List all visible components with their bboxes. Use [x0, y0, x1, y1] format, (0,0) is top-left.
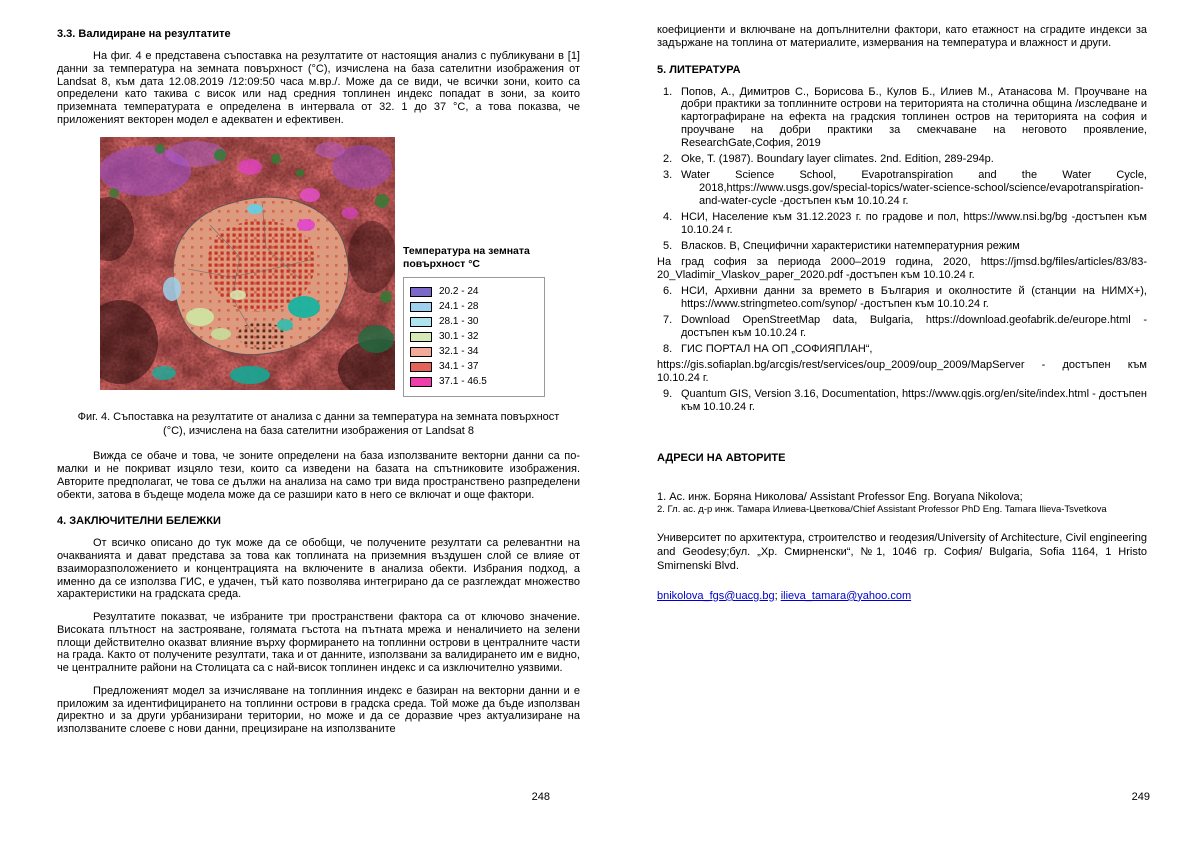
email-separator: ; — [774, 589, 781, 602]
figure-caption: Фиг. 4. Съпоставка на резултатите от анализа с данни за температура на земната повърхност (°С), изчислена на база сателитни изображения от Landsat 8 — [77, 410, 560, 438]
section-3-3-heading: 3.3. Валидиране на резултатите — [57, 28, 231, 40]
reference-number: 7. — [663, 314, 673, 326]
figure-4 — [57, 137, 580, 439]
reference-item-8 — [657, 343, 1147, 356]
reference-item-1 — [657, 86, 1147, 151]
legend-item — [410, 361, 538, 373]
legend-box — [403, 277, 545, 397]
legend-swatch — [410, 302, 432, 312]
reference-item-5 — [657, 240, 1147, 253]
reference-continuation: На град софия за периода 2000–2019 година, 2020, https://jmsd.bg/files/articles/83/83-20_Vladimir_Vlaskov_paper_2020.pdf -достъпен към 10.10.24 г. — [657, 256, 1147, 282]
reference-item-4 — [657, 211, 1147, 237]
author-2: 2. Гл. ас. д-р инж. Тамара Илиева-Цветкова/Chief Assistant Professor PhD Eng. Tamara Ilieva-Tsvetkova — [657, 504, 1107, 516]
reference-number: 5. — [663, 240, 673, 253]
reference-number: 1. — [663, 85, 673, 98]
author-1: 1. Ас. инж. Боряна Николова/ Assistant Professor Eng. Boryana Nikolova; — [657, 490, 1023, 503]
legend-swatch — [410, 377, 432, 387]
legend-label: 37.1 - 46.5 — [439, 376, 487, 388]
reference-text: Власков. В, Специфични характеристики натемпературния режим — [681, 240, 1020, 253]
reference-text: Oke, T. (1987). Boundary layer climates. 2nd. Edition, 289-294p. — [681, 153, 994, 166]
legend-swatch — [410, 347, 432, 357]
reference-number: 2. — [663, 153, 673, 166]
reference-text: НСИ, Население към 31.12.2023 г. по градове и пол, https://www.nsi.bg/bg -достъпен към 10.10.24 г. — [681, 211, 1147, 237]
sofia-thermal-map-image — [100, 137, 395, 390]
map-legend — [403, 137, 553, 397]
legend-swatch — [410, 362, 432, 372]
legend-label: 32.1 - 34 — [439, 346, 479, 358]
section-4-paragraph-2: Резултатите показват, че избраните три пространствени фактора са от ключово значение. Високата плътност на застрояване, голямата гъстота на пътната мрежа и неналичието на зелени площи действително оказват влияние върху формирането на топлинни острови в централните части на града. Както от получените резултати, така и от данните, използвани за валидирането им е видно, че централните райони на Столицата са с най-висок топлинен индекс и са изключително уязвими. — [57, 611, 580, 675]
section-4-paragraph-3: Предложеният модел за изчисляване на топлинния индекс е базиран на векторни данни и е приложим за идентифицирането на топлинни острови в градска среда. Той може да бъде използван директно и за други урбанизирани територии, но може и да се доразвие чрез актуализиране на използваните слоеве с нови данни, прецизиране на използваните — [57, 684, 580, 736]
legend-item — [410, 346, 538, 358]
email-link-2[interactable]: ilieva_tamara@yahoo.com — [780, 589, 912, 602]
legend-swatch — [410, 332, 432, 342]
reference-number: 3. — [663, 169, 673, 182]
section-5-heading: 5. ЛИТЕРАТУРА — [657, 63, 741, 76]
legend-item — [410, 316, 538, 328]
reference-text: ГИС ПОРТАЛ НА ОП „СОФИЯПЛАН“, — [681, 342, 873, 355]
author-emails — [657, 589, 1147, 603]
reference-number: 6. — [663, 285, 673, 298]
section-4-paragraph-1: От всичко описано до тук може да се обобщи, че получените резултати са релевантни на очакванията и дават представа за това как топлината на приземния въздушен слой се влияе от взаиморазположението и концентрацията на включените в анализа обекти. Избрания подход, а именно да се използва ГИС, е удачен, тъй като позволява интегрирано да се разглеждат множество характеристики на градската среда. — [57, 537, 580, 601]
reference-number: 8. — [663, 342, 673, 355]
reference-text: Download OpenStreetMap data, Bulgaria, https://download.geofabrik.de/europe.html - достъпен към 10.10.24 г. — [681, 314, 1147, 339]
reference-item-7 — [657, 314, 1147, 340]
reference-item-2 — [657, 153, 1147, 166]
addresses-heading: АДРЕСИ НА АВТОРИТЕ — [657, 451, 786, 464]
email-link-1[interactable]: bnikolova_fgs@uacg.bg — [657, 589, 775, 602]
affiliation: Университет по архитектура, строителство и геодезия/University of Architecture, Civil engineering and Geodesy;бул. „Хр. Смирненски“, №1, 1046 гр. София/ Bulgaria, Sofia 1164, 1 Hristo Smirnenski Blvd. — [657, 531, 1147, 573]
legend-item — [410, 331, 538, 343]
reference-text: НСИ, Архивни данни за времето в България и околностите й (станции на НИМХ+), https://www.stringmeteo.com/synop/ -достъпен към 10.10.24 г. — [681, 285, 1147, 311]
paragraph-after-figure: Вижда се обаче и това, че зоните определени на база използваните векторни данни са по-малки и не покриват изцяло тези, които са изведени на базата на спътниковите изображения. Авторите предполагат, че това се дължи на анализа на само три вида пространствено разпределени обекти, затова в бъдеще модела може да се разшири като в него се включат и още фактори. — [57, 450, 580, 501]
legend-label: 24.1 - 28 — [439, 301, 479, 313]
continuation-paragraph: коефициенти и включване на допълнителни фактори, като етажност на сградите индекси за задържане на топлина от материалите, измервания на температура и влажност и други. — [657, 24, 1147, 49]
legend-swatch — [410, 287, 432, 297]
legend-title: Температура на земната повърхност °С — [403, 244, 530, 271]
page-number-right: 249 — [1131, 791, 1150, 803]
reference-continuation: https://gis.sofiaplan.bg/arcgis/rest/services/oup_2009/oup_2009/MapServer - достъпен към 10.10.24 г. — [657, 358, 1147, 384]
legend-label: 28.1 - 30 — [439, 316, 479, 328]
reference-item-6 — [657, 285, 1147, 311]
legend-item — [410, 376, 538, 388]
reference-list — [657, 86, 1147, 414]
legend-swatch — [410, 317, 432, 327]
page-249 — [600, 0, 1200, 849]
reference-text: Quantum GIS, Version 3.16, Documentation, https://www.qgis.org/en/site/index.html - достъпен към 10.10.24 г. — [681, 387, 1147, 413]
legend-label: 34.1 - 37 — [439, 361, 479, 373]
reference-number: 9. — [663, 387, 673, 400]
section-4-heading: 4. ЗАКЛЮЧИТЕЛНИ БЕЛЕЖКИ — [57, 515, 221, 528]
reference-text: Water Science School, Evapotranspiration and the Water Cycle, 2018,https://www.usgs.gov/special-topics/water-science-school/science/evapotranspiration-and-water-cycle -достъпен към 10.10.24 г. — [681, 169, 1147, 208]
reference-number: 4. — [663, 211, 673, 224]
page-number-left: 248 — [531, 791, 550, 803]
section-3-3-paragraph: На фиг. 4 е представена съпоставка на резултатите от настоящия анализ с публикувани в [1] данни за температура на земната повърхност (°С), изчислена на база сателитни изображения от Landsat 8, към дата 12.08.2019 /12:09:50 часа м.вр./. Може да се види, че всички зони, които са определени като такива с висок или над средния топлинен индекс попадат в зони, за които приземната температурата е определена в интервала от 32. 1 до 37 °С, а това показва, че приложеният векторен модел е адекватен и ефективен. — [57, 50, 580, 126]
legend-item — [410, 286, 538, 298]
thermal-map-svg — [100, 137, 395, 390]
reference-item-9 — [657, 388, 1147, 414]
reference-text: Попов, А., Димитров С., Борисова Б., Кулов Б., Илиев М., Атанасова М. Проучване на добри практики за топлинните острови на територията на столична община /изследване и картографиране на ефекта на градския топлинен остров на територията на софия и проучване на добри практики за смекчаване на неговото проявление, ResearchGate,София, 2019 — [681, 85, 1147, 150]
legend-label: 30.1 - 32 — [439, 331, 479, 343]
reference-item-3 — [657, 169, 1147, 208]
legend-item — [410, 301, 538, 313]
legend-label: 20.2 - 24 — [439, 286, 479, 298]
